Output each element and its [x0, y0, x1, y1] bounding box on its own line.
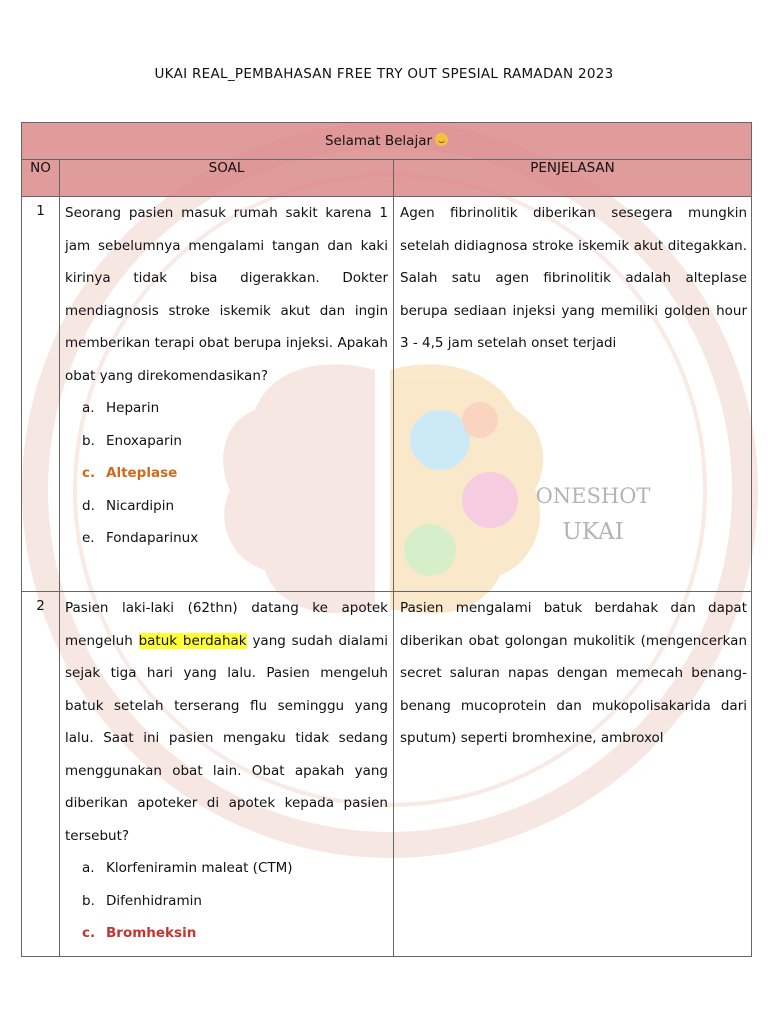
- banner-row: [22, 123, 752, 160]
- option-text: Nicardipin: [106, 497, 175, 514]
- explanation-text: Agen fibrinolitik diberikan sesegera mungkin setelah didiagnosa stroke iskemik akut ditegakkan. Salah satu agen fibrinolitik adalah alteplase berupa sediaan injeksi yang memiliki golden hour 3 - 4,5 jam setelah onset terjadi: [400, 205, 747, 351]
- header-soal: SOAL: [60, 160, 394, 197]
- document-title: UKAI REAL_PEMBAHASAN FREE TRY OUT SPESIAL RAMADAN 2023: [154, 66, 614, 82]
- banner-text: Selamat Belajar: [324, 133, 433, 149]
- discussion-table: [21, 122, 752, 957]
- question-text-before: Pasien laki-laki (62thn) datang ke apotek mengeluh: [65, 600, 388, 649]
- explanation-cell: [394, 592, 752, 957]
- table-row: [22, 592, 752, 957]
- header-no: NO: [22, 160, 60, 197]
- watermark-brand-line1: ONESHOT: [535, 484, 651, 508]
- option-letter: a.: [82, 400, 95, 416]
- question-text: [60, 592, 393, 852]
- header-penjelasan: PENJELASAN: [394, 160, 752, 197]
- correct-option-text: Alteplase: [106, 465, 178, 481]
- option-list: [60, 392, 393, 555]
- option-item: [82, 852, 393, 885]
- explanation-text: Pasien mengalami batuk berdahak dan dapat diberikan obat golongan mukolitik (mengencerkan secret saluran napas dengan memecah benang-benang mucoprotein dan mukopolisakarida dari sputum) seperti bromhexine, ambroxol: [400, 600, 747, 746]
- option-letter: e.: [82, 530, 95, 546]
- row-number: 1: [22, 197, 60, 592]
- option-letter: b.: [82, 892, 95, 909]
- banner-cell: [22, 123, 752, 160]
- explanation-cell: [394, 197, 752, 592]
- option-letter: b.: [82, 432, 95, 449]
- option-letter: c.: [82, 465, 96, 481]
- header-row: [22, 160, 752, 197]
- option-text: Heparin: [106, 400, 160, 416]
- highlighted-phrase: batuk berdahak: [138, 632, 247, 649]
- watermark-brand-line2: UKAI: [562, 519, 624, 545]
- option-text: Klorfeniramin maleat (CTM): [106, 860, 293, 876]
- smile-emoji-icon: [435, 133, 448, 146]
- question-text-after: yang sudah dialami sejak tiga hari yang lalu. Pasien mengeluh batuk setelah terserang flu seminggu yang lalu. Saat ini pasien mengaku tidak sedang menggunakan obat lain. Obat apakah yang diberikan apoteker di apotek kepada pasien tersebut?: [65, 632, 388, 844]
- option-letter: d.: [82, 497, 95, 514]
- row-number: 2: [22, 592, 60, 957]
- question-text: Seorang pasien masuk rumah sakit karena 1 jam sebelumnya mengalami tangan dan kaki kirinya tidak bisa digerakkan. Dokter mendiagnosis stroke iskemik akut dan ingin memberikan terapi obat berupa injeksi. Apakah obat yang direkomendasikan?: [65, 205, 388, 384]
- option-item: [82, 522, 393, 555]
- option-letter: a.: [82, 860, 95, 876]
- option-item: [82, 425, 393, 458]
- question-cell: [60, 197, 394, 592]
- option-text: Enoxaparin: [106, 432, 182, 449]
- option-list: [60, 852, 393, 950]
- option-item: [82, 392, 393, 425]
- correct-option-text: Bromheksin: [106, 925, 197, 941]
- correct-option-item: [82, 457, 393, 490]
- correct-option-item: [82, 917, 393, 950]
- table-row: [22, 197, 752, 592]
- option-text: Fondaparinux: [106, 530, 199, 546]
- option-text: Difenhidramin: [106, 892, 202, 909]
- option-item: [82, 490, 393, 523]
- option-letter: c.: [82, 925, 96, 941]
- question-cell: [60, 592, 394, 957]
- option-item: [82, 885, 393, 918]
